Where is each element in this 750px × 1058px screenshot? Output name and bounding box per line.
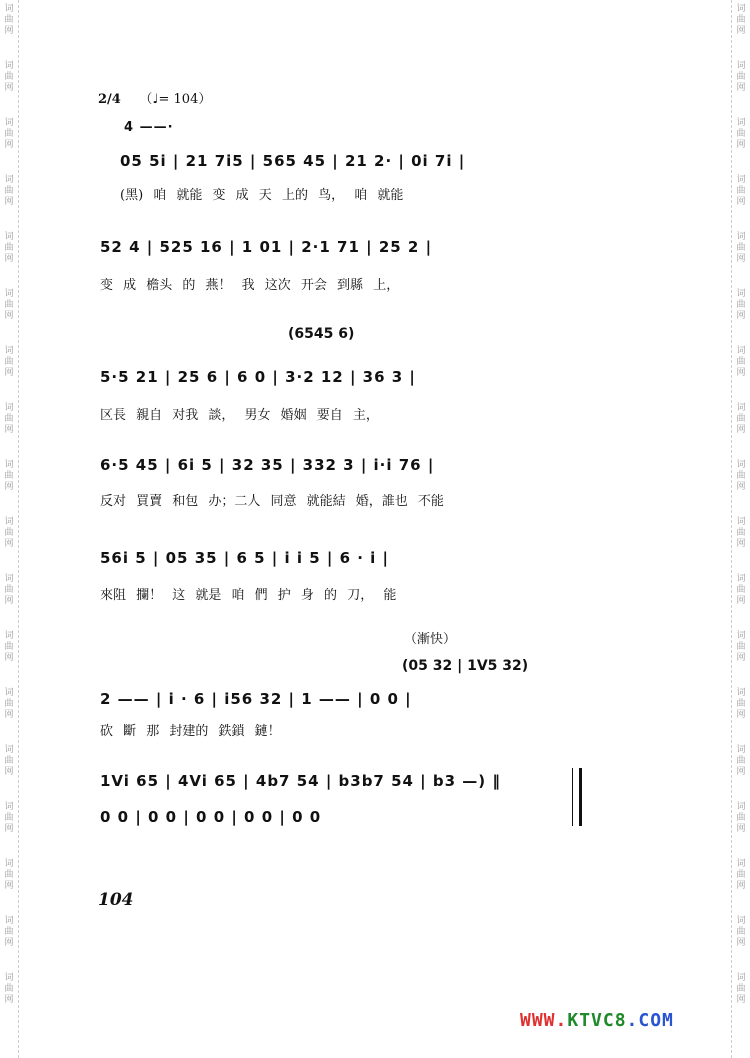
line-5-lyrics: 來阻 攔！ 这 就是 咱 們 护 身 的 刀， 能: [100, 588, 397, 603]
page-number: 104: [98, 890, 134, 910]
line-6-tempo-cue: （漸快）: [404, 632, 457, 647]
time-signature: 2/4: [98, 92, 121, 107]
line-6-lyrics: 砍 斷 那 封建的 鉄鎖 鏈！: [100, 724, 281, 739]
line-1-lyrics: (黑) 咱 就能 变 成 天 上的 鸟， 咱 就能: [120, 188, 404, 203]
line-5-notes: 56i 5 | 05 35 | 6 5 | i i 5 | 6 · i |: [100, 549, 390, 567]
line-7-notes: 1Vi 65 | 4Vi 65 | 4b7 54 | b3b7 54 | b3 —) ‖: [100, 772, 501, 790]
pre-line-notes: 4 ——·: [124, 120, 174, 135]
line-7-lower-notes: 0 0 | 0 0 | 0 0 | 0 0 | 0 0: [100, 808, 322, 826]
final-double-barline: [572, 768, 582, 826]
line-2-notes: 52 4 | 525 16 | 1 01 | 2·1 71 | 25 2 |: [100, 238, 433, 256]
right-margin-watermark: 词 曲 网 词 曲 网 词 曲 网 词 曲 网 词 曲 网 词 曲 网 词 曲 网 词 曲 网 词 曲 网 词 曲 网 词 曲 网 词 曲 网 词 曲 网 词 曲 网 词 曲 网 词 曲 网 词 曲 网 词 曲 网: [731, 0, 750, 1058]
line-4-lyrics: 反对 買賣 和包 办；二人 同意 就能結 婚，誰也 不能: [100, 494, 444, 509]
line-4-notes: 6·5 45 | 6i 5 | 32 35 | 332 3 | i·i 76 |: [100, 456, 435, 474]
tempo-marking: （♩= 104）: [139, 92, 212, 107]
line-1-notes: 05 5i | 21 7i5 | 565 45 | 21 2· | 0i 7i |: [120, 152, 466, 170]
line-3-notes: 5·5 21 | 25 6 | 6 0 | 3·2 12 | 36 3 |: [100, 368, 416, 386]
line-3-lyrics: 区長 親自 对我 談， 男女 婚姻 要自 主，: [100, 408, 379, 423]
score-header: [98, 88, 211, 107]
left-margin-watermark: 词 曲 网 词 曲 网 词 曲 网 词 曲 网 词 曲 网 词 曲 网 词 曲 网 词 曲 网 词 曲 网 词 曲 网 词 曲 网 词 曲 网 词 曲 网 词 曲 网 词 曲 网 词 曲 网 词 曲 网 词 曲 网: [0, 0, 19, 1058]
line-3-annotation: (6545 6): [288, 326, 355, 342]
line-2-lyrics: 变 成 檐头 的 燕！ 我 这次 开会 到縣 上，: [100, 278, 400, 293]
line-6-notes: 2 —— | i · 6 | i56 32 | 1 —— | 0 0 |: [100, 690, 412, 708]
site-watermark: WWW.KTVC8.COM: [520, 1010, 674, 1031]
line-6-annotation: (05 32 | 1V5 32): [402, 658, 529, 674]
